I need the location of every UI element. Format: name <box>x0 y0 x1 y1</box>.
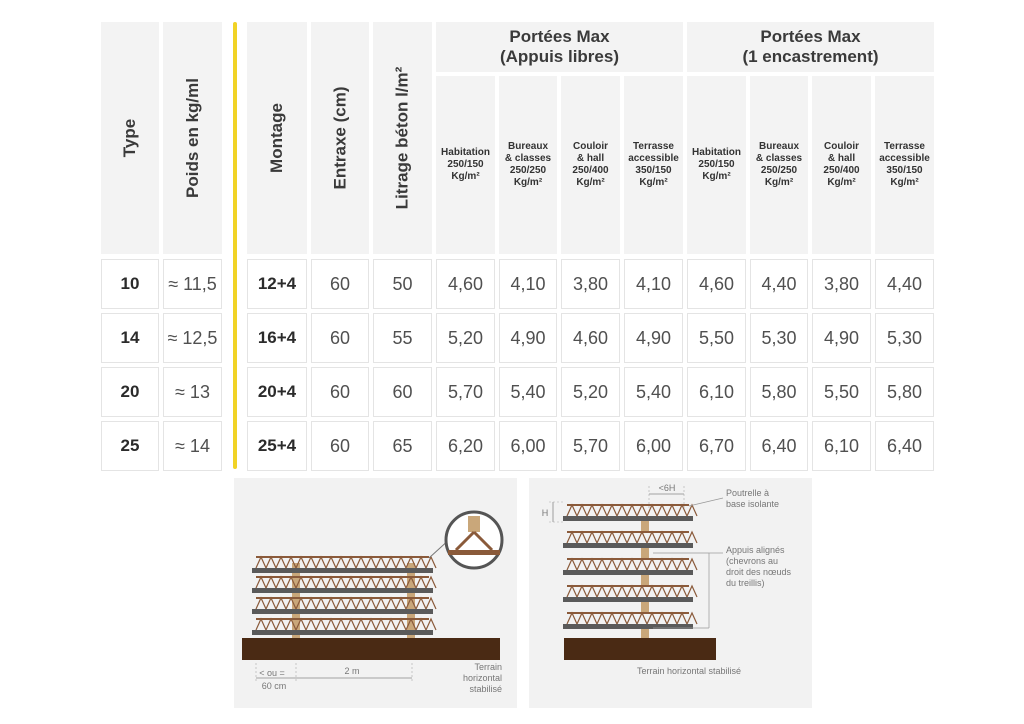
cell-portee-encastrement <box>750 367 808 417</box>
cell-portee-encastrement-value: 6,40 <box>886 435 923 456</box>
cell-portee-encastrement <box>812 421 871 471</box>
truss-zigzag <box>567 559 697 570</box>
cell-poids-value: ≈ 14 <box>175 435 210 456</box>
cell-portee-encastrement <box>687 313 746 363</box>
callout-line <box>689 498 723 506</box>
group1-line2: (Appuis libres) <box>499 47 619 66</box>
header-type <box>101 22 159 254</box>
cell-portee-encastrement-value: 5,50 <box>823 381 860 402</box>
cell-portee-libre-value: 4,90 <box>510 327 546 348</box>
subheader-habitation <box>436 76 495 254</box>
cell-portee-libre <box>436 313 495 363</box>
sub-text: 250/250 <box>509 165 547 176</box>
cell-portee-encastrement-value: 3,80 <box>823 273 860 294</box>
cell-portee-libre <box>436 367 495 417</box>
cell-litrage <box>373 367 432 417</box>
truss-top-chord <box>567 558 689 560</box>
header-montage-label: Montage <box>267 103 287 173</box>
truss-zigzag <box>567 613 697 624</box>
ground-label-2: horizontal <box>462 673 502 683</box>
spacer-block <box>292 593 300 597</box>
cell-portee-encastrement-value: 6,10 <box>698 381 735 402</box>
spacer-block <box>641 629 649 638</box>
stacking-diagram-left <box>234 478 517 708</box>
cell-portee-libre <box>561 421 620 471</box>
sub-text: Kg/m² <box>639 177 668 188</box>
yellow-separator <box>233 22 237 469</box>
cell-montage <box>247 421 307 471</box>
sub-text: Bureaux <box>758 141 799 152</box>
cell-litrage <box>373 259 432 309</box>
cell-portee-libre <box>499 367 557 417</box>
subheader-bureaux <box>499 76 557 254</box>
cell-type <box>101 421 159 471</box>
appuis-label-4: du treillis) <box>726 578 765 588</box>
truss-top-chord <box>256 576 429 578</box>
header-montage <box>247 22 307 254</box>
cell-portee-encastrement-value: 5,80 <box>886 381 923 402</box>
header-poids-label: Poids en kg/ml <box>182 78 202 198</box>
cell-poids-value: ≈ 13 <box>175 381 210 402</box>
sub-text: Kg/m² <box>513 177 543 188</box>
diagram-stacking-free <box>234 478 517 708</box>
cell-portee-encastrement <box>750 313 808 363</box>
cell-portee-libre-value: 5,20 <box>447 327 484 348</box>
cell-portee-libre <box>561 313 620 363</box>
truss-top-chord <box>567 585 689 587</box>
spacer-block <box>292 614 300 618</box>
header-type-label: Type <box>119 118 139 158</box>
cell-portee-libre <box>624 259 683 309</box>
cell-portee-encastrement-value: 4,90 <box>823 327 860 348</box>
header-group-appuis-libres <box>436 22 683 72</box>
cell-type-value: 25 <box>120 436 140 455</box>
sub-text: Bureaux <box>507 141 548 152</box>
sub-text: Kg/m² <box>890 177 919 188</box>
cell-portee-encastrement-value: 5,50 <box>698 327 735 348</box>
truss-zigzag <box>567 586 697 597</box>
cell-portee-encastrement-value: 4,40 <box>761 273 797 294</box>
cell-portee-libre-value: 5,20 <box>572 381 609 402</box>
cell-portee-libre-value: 5,40 <box>510 381 546 402</box>
cell-entraxe-value: 60 <box>329 273 351 294</box>
sub-text: Couloir <box>573 141 608 152</box>
truss-top-chord <box>567 612 689 614</box>
subheader-habitation-2 <box>687 76 746 254</box>
spacer-block <box>641 548 649 558</box>
cell-portee-libre <box>624 421 683 471</box>
truss-top-chord <box>256 618 429 620</box>
truss-top-chord <box>567 531 689 533</box>
cell-litrage <box>373 313 432 363</box>
cell-portee-libre <box>624 313 683 363</box>
cell-portee-encastrement <box>812 313 871 363</box>
cell-portee-encastrement-value: 6,40 <box>761 435 797 456</box>
sub-text: 350/150 <box>886 165 923 176</box>
subheader-bureaux-2 <box>750 76 808 254</box>
cell-type <box>101 367 159 417</box>
ground-slab <box>564 638 716 660</box>
diagram-stacking-aligned <box>529 478 812 708</box>
cell-portee-libre-value: 4,10 <box>510 273 546 294</box>
sub-text: & classes <box>755 153 803 164</box>
cell-portee-libre-value: 4,10 <box>635 273 672 294</box>
ground-label-1: Terrain <box>474 662 502 672</box>
ground-label: Terrain horizontal stabilisé <box>636 666 742 676</box>
cell-entraxe <box>311 259 369 309</box>
beam-base <box>563 516 693 521</box>
sub-text: & hall <box>576 153 605 164</box>
sub-text: Terrasse <box>884 141 925 152</box>
cell-portee-libre <box>499 421 557 471</box>
cell-montage-value: 16+4 <box>257 328 297 347</box>
sub-text: Terrasse <box>633 141 674 152</box>
cell-portee-encastrement <box>687 421 746 471</box>
truss-zigzag <box>567 532 697 543</box>
sub-text: 250/150 <box>698 159 735 170</box>
sub-text: 250/150 <box>447 159 484 170</box>
cell-poids <box>163 259 222 309</box>
sub-text: Kg/m² <box>827 177 856 188</box>
sub-text: Kg/m² <box>451 171 480 182</box>
cell-portee-encastrement-value: 4,60 <box>698 273 735 294</box>
cell-montage <box>247 313 307 363</box>
poutrelle-label-1: Poutrelle à <box>726 488 770 498</box>
cell-portee-encastrement-value: 5,30 <box>761 327 797 348</box>
cell-entraxe-value: 60 <box>329 381 351 402</box>
subheader-couloir-2 <box>812 76 871 254</box>
sub-text: Kg/m² <box>702 171 731 182</box>
cell-portee-encastrement-value: 6,70 <box>698 435 735 456</box>
header-group-encastrement <box>687 22 934 72</box>
sub-text: Kg/m² <box>764 177 794 188</box>
cell-portee-encastrement <box>687 367 746 417</box>
spacer-block <box>407 614 415 618</box>
spacing-label-1: < ou = <box>259 668 285 678</box>
header-litrage <box>373 22 432 254</box>
cell-type <box>101 259 159 309</box>
spacer-block <box>641 602 649 612</box>
spacing-label-2: 60 cm <box>261 681 287 691</box>
cell-entraxe <box>311 367 369 417</box>
cell-portee-encastrement <box>750 259 808 309</box>
spacer-block <box>407 593 415 597</box>
sub-text: 250/400 <box>572 165 609 176</box>
sub-text: Couloir <box>824 141 859 152</box>
spacer-block <box>641 575 649 585</box>
spacer-block <box>292 635 300 638</box>
cell-entraxe <box>311 313 369 363</box>
beam-base <box>563 543 693 548</box>
subheader-terrasse <box>624 76 683 254</box>
spacer-block <box>292 573 300 576</box>
cell-montage <box>247 367 307 417</box>
cell-type <box>101 313 159 363</box>
cell-portee-libre-value: 6,00 <box>635 435 672 456</box>
cell-montage-value: 12+4 <box>257 274 297 293</box>
stacking-diagram-right <box>529 478 812 708</box>
header-entraxe <box>311 22 369 254</box>
sub-text: 350/150 <box>635 165 672 176</box>
stacked-beams-aligned <box>563 504 697 638</box>
cell-portee-encastrement-value: 5,80 <box>761 381 797 402</box>
spacer-block <box>407 573 415 576</box>
cell-poids <box>163 313 222 363</box>
sub-text: & classes <box>504 153 552 164</box>
cell-portee-libre-value: 4,60 <box>572 327 609 348</box>
cell-portee-encastrement <box>687 259 746 309</box>
cell-type-value: 10 <box>120 274 140 293</box>
ground-slab <box>242 638 500 660</box>
zoom-web <box>468 516 480 532</box>
sub-text: Habitation <box>441 147 490 158</box>
cell-type-value: 20 <box>120 382 140 401</box>
cell-montage-value: 25+4 <box>257 436 297 455</box>
sub-text: & hall <box>827 153 856 164</box>
cell-litrage-value: 50 <box>392 273 413 294</box>
cell-portee-encastrement-value: 5,30 <box>886 327 923 348</box>
cell-portee-libre-value: 5,70 <box>447 381 484 402</box>
appuis-label-2: (chevrons au <box>726 556 779 566</box>
cell-litrage-value: 55 <box>392 327 413 348</box>
cell-portee-libre-value: 3,80 <box>572 273 609 294</box>
group2-line1: Portées Max <box>760 27 861 46</box>
beam-base <box>252 568 433 573</box>
cell-portee-libre-value: 6,00 <box>510 435 546 456</box>
subheader-couloir <box>561 76 620 254</box>
stacked-beams <box>252 556 436 638</box>
group2-line2: (1 encastrement) <box>742 47 879 66</box>
cell-type-value: 14 <box>120 328 140 347</box>
cell-portee-libre <box>561 259 620 309</box>
header-poids <box>163 22 222 254</box>
truss-top-chord <box>567 504 689 506</box>
cell-portee-encastrement <box>812 259 871 309</box>
cell-poids <box>163 367 222 417</box>
cell-portee-libre-value: 4,90 <box>635 327 672 348</box>
length-label: 2 m <box>344 666 360 676</box>
sub-text: Kg/m² <box>576 177 605 188</box>
cell-litrage-value: 65 <box>392 435 413 456</box>
spacer-block <box>407 635 415 638</box>
truss-top-chord <box>256 597 429 599</box>
poutrelle-label-2: base isolante <box>726 499 780 509</box>
sub-text: 250/250 <box>760 165 798 176</box>
group1-line1: Portées Max <box>509 27 610 46</box>
cell-entraxe-value: 60 <box>329 435 351 456</box>
dim-h-label: H <box>541 508 549 518</box>
cell-portee-encastrement <box>875 259 934 309</box>
appuis-label-1: Appuis alignés <box>726 545 785 555</box>
cell-montage <box>247 259 307 309</box>
cell-portee-libre <box>436 259 495 309</box>
subheader-terrasse-2 <box>875 76 934 254</box>
cell-poids <box>163 421 222 471</box>
sub-text: accessible <box>879 153 930 164</box>
cell-portee-libre-value: 5,70 <box>572 435 609 456</box>
cell-portee-encastrement-value: 4,40 <box>886 273 923 294</box>
beam-base <box>252 609 433 614</box>
cell-portee-libre <box>624 367 683 417</box>
cell-entraxe-value: 60 <box>329 327 351 348</box>
cell-portee-libre <box>436 421 495 471</box>
cell-litrage <box>373 421 432 471</box>
header-litrage-label: Litrage béton l/m² <box>392 66 412 210</box>
cell-portee-libre-value: 4,60 <box>447 273 484 294</box>
cell-portee-libre <box>561 367 620 417</box>
cell-portee-encastrement <box>875 421 934 471</box>
beam-base <box>563 570 693 575</box>
beam-base <box>563 597 693 602</box>
dim-6h-label: <6H <box>658 483 676 493</box>
cell-poids-value: ≈ 11,5 <box>168 273 217 294</box>
cell-portee-libre-value: 5,40 <box>635 381 672 402</box>
cell-portee-encastrement <box>750 421 808 471</box>
zoom-base <box>448 550 500 555</box>
ground-label-3: stabilisé <box>469 684 502 694</box>
appuis-label-3: droit des nœuds <box>726 567 792 577</box>
cell-poids-value: ≈ 12,5 <box>167 327 218 348</box>
sub-text: 250/400 <box>823 165 860 176</box>
cell-portee-libre <box>499 313 557 363</box>
beam-base <box>252 630 433 635</box>
cell-litrage-value: 60 <box>392 381 413 402</box>
truss-top-chord <box>256 556 429 558</box>
spacer-block <box>641 521 649 531</box>
sub-text: accessible <box>628 153 679 164</box>
cell-entraxe <box>311 421 369 471</box>
header-entraxe-label: Entraxe (cm) <box>330 86 350 190</box>
cell-portee-encastrement-value: 6,10 <box>823 435 860 456</box>
cell-portee-encastrement <box>875 367 934 417</box>
sub-text: Habitation <box>692 147 741 158</box>
cell-portee-encastrement <box>875 313 934 363</box>
cell-portee-encastrement <box>812 367 871 417</box>
cell-portee-libre-value: 6,20 <box>447 435 484 456</box>
cell-portee-libre <box>499 259 557 309</box>
beam-base <box>252 588 433 593</box>
truss-zigzag <box>567 505 697 516</box>
cell-montage-value: 20+4 <box>257 382 297 401</box>
